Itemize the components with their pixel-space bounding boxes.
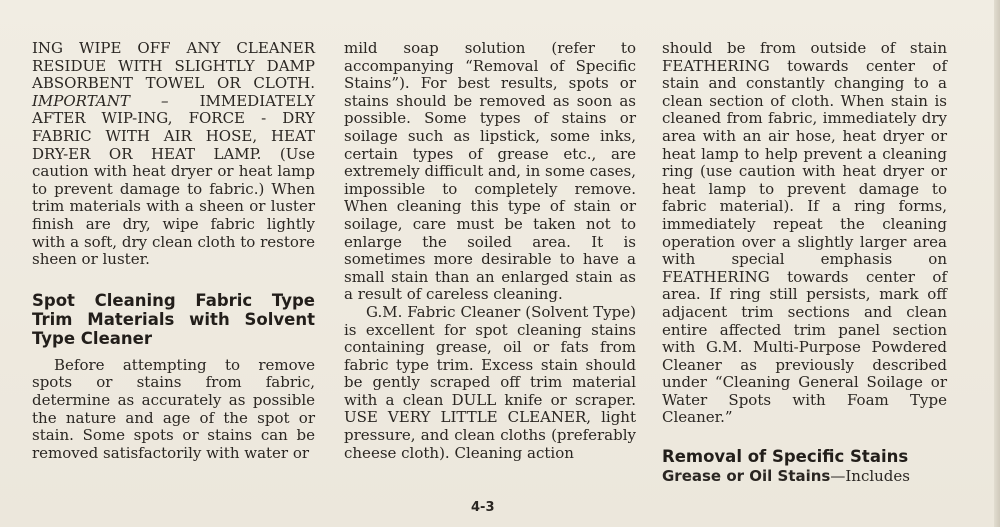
section-heading-spot-cleaning: Spot Cleaning Fabric Type Trim Materials with Solvent Type Cleaner bbox=[32, 290, 315, 348]
page-edge bbox=[994, 0, 1000, 527]
paragraph-text: (Use caution with heat dryer or heat lamp to prevent damage to fabric.) When trim materials with a sheen or luster finish are dry, wipe fabric lightly with a soft, dry clean cloth to restore sheen or luster. bbox=[32, 144, 315, 269]
page-number: 4-3 bbox=[471, 500, 495, 515]
caps-instruction-2: IMMEDIATELY AFTER WIP-ING, FORCE - DRY FABRIC WITH AIR HOSE, HEAT DRY-ER OR HEAT LAMP. bbox=[32, 91, 315, 163]
paragraph-before-attempting: Before attempting to remove spots or stains from fabric, determine as accurately as possible the nature and age of the spot or stain. Some spots or stains can be removed satisfactorily with water or bbox=[32, 355, 315, 462]
paragraph-feathering: should be from outside of stain FEATHERING towards center of stain and constantly changing to a clean section of cloth. When stain is cleaned from fabric, immediately dry area with an air hose, heat dryer or heat lamp to help prevent a cleaning ring (use caution with heat dryer or heat lamp to prevent damage to fabric material). If a ring forms, immediately repeat the cleaning operation over a slightly larger area with special emphasis on FEATHERING towards center of area. If ring still persists, mark off adjacent trim sections and clean entire affected trim panel section with G.M. Multi-Purpose Powdered Cleaner as previously described under “Cleaning General Soilage or Water Spots with Foam Type Cleaner.” bbox=[662, 39, 947, 427]
important-label: IMPORTANT – bbox=[32, 91, 169, 110]
paragraph-gm-fabric-cleaner: G.M. Fabric Cleaner (Solvent Type) is excellent for spot cleaning stains containing grease, oil or fats from fabric type trim. Excess stain should be gently scraped off trim material with a clean DULL knife or scraper. USE VERY LITTLE CLEANER, light pressure, and clean cloths (preferably cheese cloth). Cleaning action bbox=[344, 302, 636, 462]
paragraph-mild-soap: mild soap solution (refer to accompanying “Removal of Specific Stains”). For best results, spots or stains should be removed as soon as possible. Some types of stains or soilage such as lipstick, some inks, certain types of grease etc., are extremely difficult and, in some cases, impossible to completely remove. When cleaning this type of stain or soilage, care must be taken not to enlarge the soiled area. It is sometimes more desirable to have a small stain than an enlarged stain as a result of careless cleaning. bbox=[344, 39, 637, 304]
paragraph-wipe-off bbox=[32, 40, 315, 269]
section-heading-specific-stains: Removal of Specific Stains bbox=[662, 447, 909, 467]
column-2 bbox=[344, 40, 636, 462]
subheading-tail: —Includes bbox=[830, 467, 910, 486]
column-1 bbox=[32, 40, 315, 462]
subheading-line bbox=[662, 468, 947, 486]
column-3 bbox=[662, 40, 947, 486]
caps-instruction: ING WIPE OFF ANY CLEANER RESIDUE WITH SLIGHTLY DAMP ABSORBENT TOWEL OR CLOTH. bbox=[32, 39, 315, 93]
subheading-grease-oil: Grease or Oil Stains bbox=[662, 467, 831, 486]
